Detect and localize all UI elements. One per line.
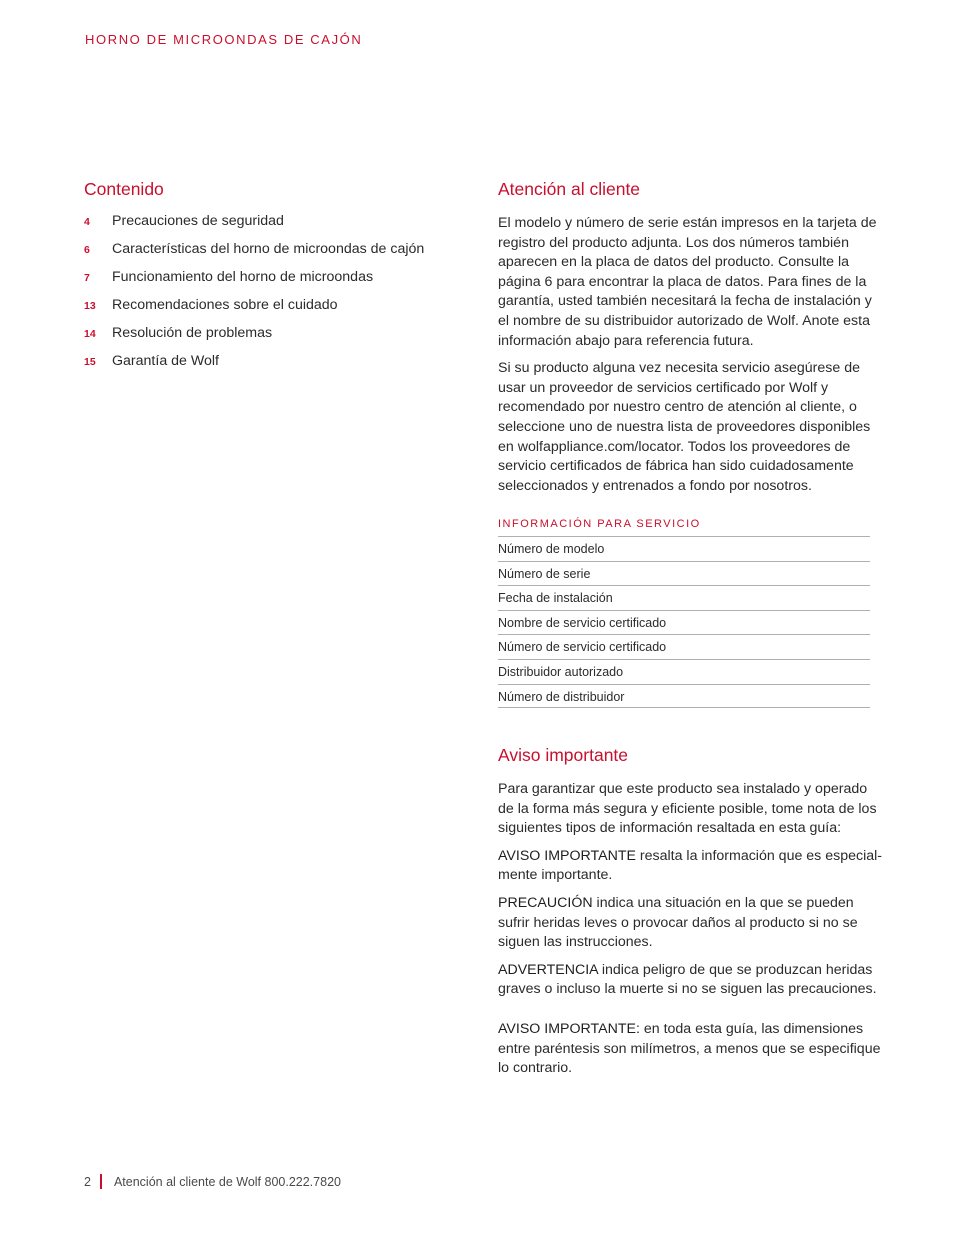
table-of-contents — [84, 213, 464, 381]
definition-paragraph — [498, 894, 883, 953]
toc-item[interactable] — [84, 353, 464, 381]
customer-care-body — [498, 214, 883, 504]
toc-page-number: 7 — [84, 272, 90, 284]
toc-page-number: 15 — [84, 356, 96, 368]
service-info-row: Número de serie — [498, 561, 870, 586]
definition-text: resalta la información que es especial- mente importante. — [498, 847, 882, 884]
important-notice-body — [498, 780, 883, 1087]
definition-term: AVISO IMPORTANTE — [498, 847, 636, 864]
toc-page-number: 13 — [84, 300, 96, 312]
definition-paragraph — [498, 847, 883, 886]
customer-care-paragraph: El modelo y número de serie están impresos en la tarjeta de registro del producto adjunta. Los dos números también aparecen en la placa de datos del producto. Consulte la página 6 para encontrar la placa de datos. Para fines de la garantía, usted también necesitará la fecha de instalación y el nombre de su distribuidor autorizado de Wolf. Anote esta información abajo para referencia futura. — [498, 215, 877, 349]
definition-term: PRECAUCIÓN — [498, 894, 593, 911]
toc-label: Precauciones de seguridad — [112, 213, 284, 229]
page-number: 2 — [84, 1174, 91, 1189]
important-notice-intro: Para garantizar que este producto sea instalado y operado de la forma más segura y eficiente posible, tome nota de los siguientes tipos de información resaltada en esta guía: — [498, 781, 877, 837]
service-info-row: Número de distribuidor — [498, 684, 870, 709]
dimensions-note — [498, 1020, 883, 1079]
note-term: AVISO IMPORTANTE: — [498, 1020, 640, 1037]
definition-text: indica peligro de que se produzcan heridas graves o incluso la muerte si no se siguen las precauciones. — [498, 961, 877, 998]
toc-item[interactable] — [84, 269, 464, 297]
service-info-heading: INFORMACIÓN PARA SERVICIO — [498, 518, 701, 530]
toc-item[interactable] — [84, 241, 464, 269]
service-info-row: Fecha de instalación — [498, 585, 870, 610]
toc-page-number: 4 — [84, 216, 90, 228]
definition-paragraph — [498, 961, 883, 1000]
service-info-row: Nombre de servicio certificado — [498, 610, 870, 635]
footer-contact-text: Atención al cliente de Wolf 800.222.7820 — [113, 1174, 341, 1189]
toc-label: Características del horno de microondas de cajón — [112, 241, 425, 257]
service-info-row: Distribuidor autorizado — [498, 659, 870, 684]
definition-text: indica una situación en la que se pueden sufrir heridas leves o provocar daños al producto si no se siguen las instrucciones. — [498, 894, 858, 951]
definition-term: ADVERTENCIA — [498, 961, 598, 978]
important-notice-heading: Aviso importante — [498, 745, 629, 765]
toc-item[interactable] — [84, 297, 464, 325]
service-info-row: Número de servicio certificado — [498, 634, 870, 659]
page-footer — [84, 1174, 341, 1189]
contents-heading: Contenido — [84, 179, 164, 199]
toc-label: Resolución de problemas — [112, 325, 273, 341]
service-info-row: Número de modelo — [498, 536, 870, 561]
footer-divider — [100, 1174, 102, 1189]
toc-item[interactable] — [84, 325, 464, 353]
page-header-title: HORNO DE MICROONDAS DE CAJÓN — [85, 32, 363, 47]
toc-item[interactable] — [84, 213, 464, 241]
toc-label: Recomendaciones sobre el cuidado — [112, 297, 338, 313]
customer-care-paragraph: Si su producto alguna vez necesita servicio asegúrese de usar un proveedor de servicios certificado por Wolf y recomendado por nuestro centro de atención al cliente, o seleccione uno de nuestra lista de proveedores disponibles en wolfappliance.com/locator. Todos los proveedores de servicio certificados de fábrica han sido cuidadosamente seleccionados y entrenados a fondo por nosotros. — [498, 360, 871, 494]
toc-page-number: 6 — [84, 244, 90, 256]
toc-page-number: 14 — [84, 328, 96, 340]
toc-label: Funcionamiento del horno de microondas — [112, 269, 374, 285]
customer-care-heading: Atención al cliente — [498, 179, 641, 199]
toc-label: Garantía de Wolf — [112, 353, 219, 369]
service-info-table — [498, 536, 870, 708]
note-text: en toda esta guía, las dimensiones entre paréntesis son milímetros, a menos que se especifique lo contrario. — [498, 1020, 881, 1077]
